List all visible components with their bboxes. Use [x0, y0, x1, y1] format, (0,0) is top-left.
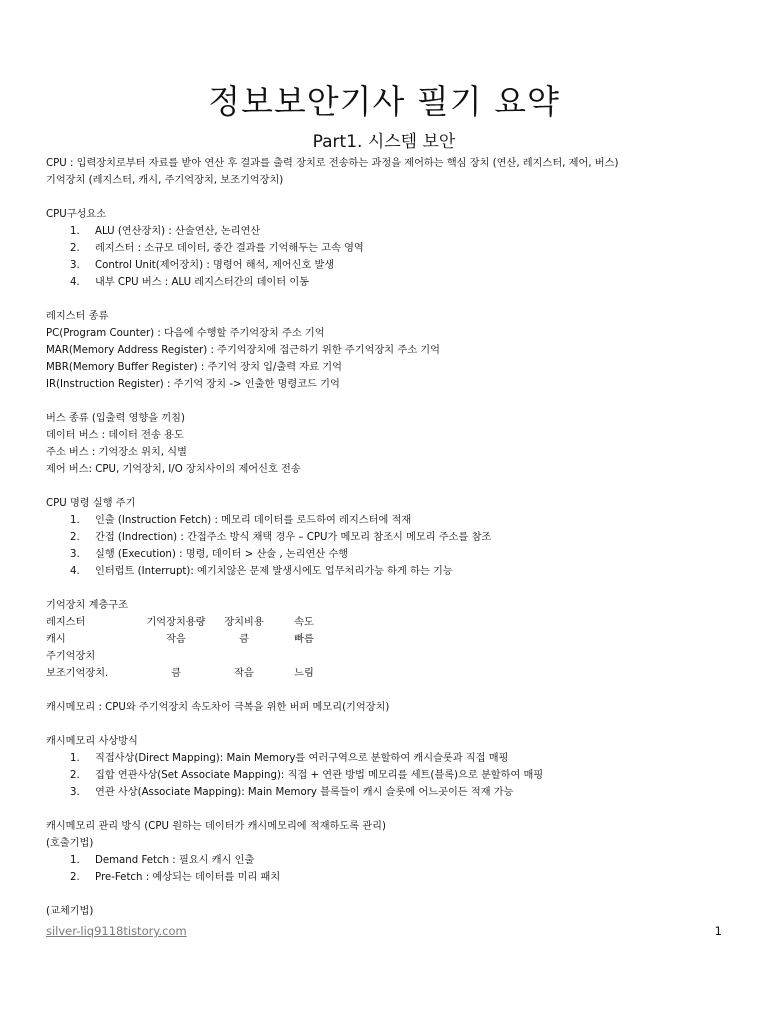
list-number: 2.: [70, 532, 80, 543]
list-item: [46, 869, 736, 886]
section-heading: 캐시메모리 사상방식: [46, 736, 138, 747]
list-number: 1.: [70, 226, 80, 237]
list-item: [46, 529, 736, 546]
list-text: 연관 사상(Associate Mapping): Main Memory 블록들이 캐시 슬롯에 어느곳이든 적재 가능: [95, 787, 514, 798]
intro-line: 기억장치 (레지스터, 캐시, 주기억장치, 보조기억장치): [46, 175, 284, 186]
list-text: Control Unit(제어장치) : 명령어 해석, 제어신호 발생: [95, 260, 335, 271]
table-row: [46, 648, 736, 665]
list-text: 간접 (Indrection) : 간접주소 방식 채택 경우 – CPU가 메모리 참조시 메모리 주소를 참조: [95, 532, 492, 543]
table-cell: 장치비용: [224, 617, 264, 628]
text-line: 주소 버스 : 기억장소 위치, 식별: [46, 447, 187, 458]
list-text: 레지스터 : 소규모 데이터, 중간 결과를 기억해두는 고속 영역: [95, 243, 364, 254]
list-number: 4.: [70, 277, 80, 288]
list-text: 인터럽트 (Interrupt): 예기치않은 문제 발생시에도 업무처리가능 하게 하는 기능: [95, 566, 453, 577]
list-item: [46, 512, 736, 529]
list-item: [46, 223, 736, 240]
list-item: [46, 274, 736, 291]
list-item: [46, 240, 736, 257]
section-heading: CPU 명령 실행 주기: [46, 498, 136, 509]
list-item: [46, 852, 736, 869]
list-number: 2.: [70, 872, 80, 883]
table-cell: 작음: [234, 668, 254, 679]
table-header-row: [46, 614, 736, 631]
table-cell: 빠름: [294, 634, 314, 645]
text-line: 데이터 버스 : 데이터 전송 용도: [46, 430, 184, 441]
list-item: [46, 767, 736, 784]
list-item: [46, 563, 736, 580]
list-text: 인출 (Instruction Fetch) : 메모리 데이터를 로드하여 레지스터에 적재: [95, 515, 412, 526]
list-item: [46, 257, 736, 274]
section-heading: 캐시메모리 관리 방식 (CPU 원하는 데이터가 캐시메모리에 적재하도록 관리): [46, 821, 386, 832]
table-cell: 큼: [171, 668, 181, 679]
list-text: 내부 CPU 버스 : ALU 레지스터간의 데이터 이동: [95, 277, 310, 288]
table-row: [46, 665, 736, 682]
page-subtitle: Part1. 시스템 보안: [312, 132, 456, 152]
section-heading: 버스 종류 (입출력 영향을 끼침): [46, 413, 185, 424]
table-cell: 캐시: [46, 634, 66, 645]
list-number: 2.: [70, 243, 80, 254]
list-number: 4.: [70, 566, 80, 577]
text-line: 제어 버스: CPU, 기억장치, I/O 장치사이의 제어신호 전송: [46, 464, 301, 475]
list-text: 직접사상(Direct Mapping): Main Memory를 여러구역으로 분할하여 캐시슬롯과 직접 매핑: [95, 753, 509, 764]
list-number: 2.: [70, 770, 80, 781]
table-row: [46, 631, 736, 648]
list-text: 집합 연관사상(Set Associate Mapping): 직접 + 연관 방법 메모리를 세트(블록)으로 분할하여 매핑: [95, 770, 544, 781]
table-cell: 속도: [294, 617, 314, 628]
table-cell: 기억장치용량: [146, 617, 206, 628]
table-cell: 보조기억장치.: [46, 668, 109, 679]
list-number: 1.: [70, 855, 80, 866]
list-text: 실행 (Execution) : 명령, 데이터 > 산술 , 논리연산 수행: [95, 549, 349, 560]
table-cell: 큼: [239, 634, 249, 645]
table-cell: 레지스터: [46, 617, 86, 628]
table-cell: [140, 648, 212, 665]
list-item: [46, 784, 736, 801]
footer-link[interactable]: silver-liq9118tistory.com: [46, 924, 187, 938]
list-number: 3.: [70, 787, 80, 798]
list-text: Demand Fetch : 필요시 캐시 인출: [95, 855, 255, 866]
list-number: 3.: [70, 549, 80, 560]
table-cell: [276, 648, 332, 665]
page-number: 1: [714, 924, 722, 938]
list-item: [46, 750, 736, 767]
text-line: PC(Program Counter) : 다음에 수행할 주기억장치 주소 기억: [46, 328, 325, 339]
sub-heading: (교체기법): [46, 906, 94, 917]
table-cell: 작음: [166, 634, 186, 645]
list-number: 1.: [70, 753, 80, 764]
section-heading: CPU구성요소: [46, 209, 107, 220]
document-body: [46, 155, 736, 920]
list-number: 1.: [70, 515, 80, 526]
list-number: 3.: [70, 260, 80, 271]
text-line: MAR(Memory Address Register) : 주기억장치에 접근하기 위한 주기억장치 주소 기억: [46, 345, 440, 356]
section-heading: 레지스터 종류: [46, 311, 109, 322]
table-cell: 주기억장치: [46, 651, 96, 662]
list-text: ALU (연산장치) : 산술연산, 논리연산: [95, 226, 261, 237]
text-line: 캐시메모리 : CPU와 주기억장치 속도차이 극복을 위한 버퍼 메모리(기억장치): [46, 702, 390, 713]
list-item: [46, 546, 736, 563]
section-heading: 기억장치 계층구조: [46, 600, 128, 611]
list-text: Pre-Fetch : 예상되는 데이터를 미리 패치: [95, 872, 281, 883]
intro-line: CPU : 입력장치로부터 자료를 받아 연산 후 결과를 출력 장치로 전송하는 과정을 제어하는 핵심 장치 (연산, 레지스터, 제어, 버스): [46, 158, 619, 169]
sub-heading: (호출기법): [46, 838, 94, 849]
text-line: IR(Instruction Register) : 주기억 장치 -> 인출한 명령코드 기억: [46, 379, 340, 390]
text-line: MBR(Memory Buffer Register) : 주기억 장치 입/출력 자료 기억: [46, 362, 342, 373]
table-cell: 느림: [294, 668, 314, 679]
table-cell: [212, 648, 276, 665]
page-title: 정보보안기사 필기 요약: [208, 82, 560, 121]
